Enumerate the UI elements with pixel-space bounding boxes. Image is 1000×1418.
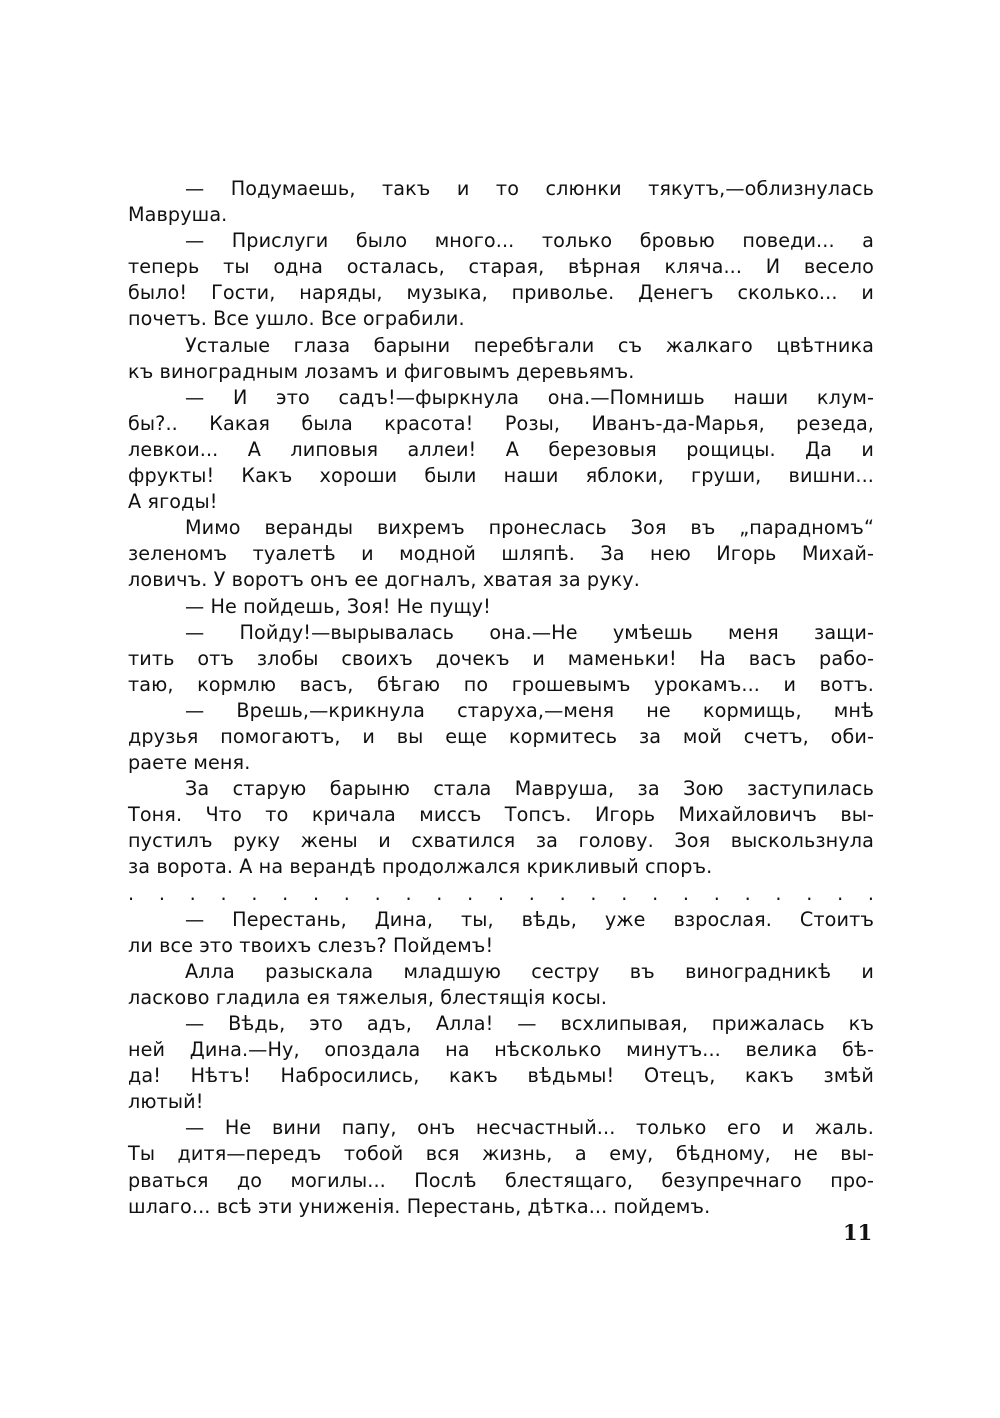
text-line: да! Нѣтъ! Набросились, какъ вѣдьмы! Отецъ, какъ змѣй (128, 1064, 874, 1088)
body-text (128, 176, 874, 1220)
text-line: къ виноградным лозамъ и фиговымъ деревьямъ. (128, 359, 635, 383)
text-line: — Прислуги было много... только бровью поведи... а (185, 229, 874, 253)
text-line: Алла разыскала младшую сестру въ виноградникѣ и (185, 959, 874, 983)
text-line: лютый! (128, 1090, 204, 1114)
text-line: теперь ты одна осталась, старая, вѣрная кляча... И весело (128, 255, 874, 279)
text-line: было! Гости, наряды, музыка, приволье. Денегъ сколько... и (128, 281, 874, 305)
text-line: за ворота. А на верандѣ продолжался крикливый споръ. (128, 855, 713, 879)
text-line: Ты дитя—передъ тобой вся жизнь, а ему, бѣдному, не вы- (128, 1142, 874, 1166)
text-line: Усталые глаза барыни перебѣгали съ жалкаго цвѣтника (185, 333, 874, 357)
text-line: фрукты! Какъ хороши были наши яблоки, груши, вишни... (128, 464, 874, 488)
page-number: 11 (843, 1220, 873, 1245)
text-line: Тоня. Что то кричала миссъ Топсъ. Игорь Михайловичъ вы- (128, 803, 874, 827)
text-line: — Не пойдешь, Зоя! Не пущу! (185, 594, 491, 618)
text-line: таю, кормлю васъ, бѣгаю по грошевымъ урокамъ... и вотъ. (128, 672, 874, 696)
text-line: — Пойду!—вырывалась она.—Не умѣешь меня защи- (185, 620, 874, 644)
text-line: Мавруша. (128, 203, 228, 227)
text-line: За старую барыню стала Мавруша, за Зою заступилась (185, 777, 874, 801)
text-line: — Врешь,—крикнула старуха,—меня не кормищь, мнѣ (185, 698, 874, 722)
text-line: левкои... А липовыя аллеи! А березовыя рощицы. Да и (128, 437, 874, 461)
text-line: почетъ. Все ушло. Все ограбили. (128, 307, 465, 331)
text-line: раете меня. (128, 751, 251, 775)
section-separator-dots: . . . . . . . . . . . . . . . . . . . . . . . . . (128, 881, 874, 905)
text-line: — И это садъ!—фыркнула она.—Помнишь наши клум- (185, 385, 874, 409)
text-line: зеленомъ туалетѣ и модной шляпѣ. За нею Игорь Михай- (128, 542, 874, 566)
text-line: — Подумаешь, такъ и то слюнки тякутъ,—облизнулась (185, 177, 874, 200)
text-line: ласково гладила ея тяжелыя, блестящія косы. (128, 985, 608, 1009)
text-line: рваться до могилы... Послѣ блестящаго, безупречнаго про- (128, 1168, 874, 1192)
text-line: ней Дина.—Ну, опоздала на нѣсколько минутъ... велика бѣ- (128, 1038, 874, 1062)
text-line: — Перестань, Дина, ты, вѣдь, уже взрослая. Стоитъ (185, 907, 874, 931)
text-line: Мимо веранды вихремъ пронеслась Зоя въ „парадномъ“ (185, 516, 874, 540)
text-line: шлаго... всѣ эти униженія. Перестань, дѣтка... пойдемъ. (128, 1194, 711, 1218)
text-line: А ягоды! (128, 490, 218, 514)
text-line: тить отъ злобы своихъ дочекъ и маменьки! На васъ рабо- (128, 646, 874, 670)
text-line: ловичъ. У воротъ онъ ее догналъ, хватая за руку. (128, 568, 640, 592)
text-line: ли все это твоихъ слезъ? Пойдемъ! (128, 933, 494, 957)
text-line: — Не вини папу, онъ несчастный... только его и жаль. (185, 1116, 874, 1140)
text-line: бы?.. Какая была красота! Розы, Иванъ-да-Марья, резеда, (128, 411, 874, 435)
text-line: — Вѣдь, это адъ, Алла! — всхлипывая, прижалась къ (185, 1012, 874, 1035)
text-line: пустилъ руку жены и схватился за голову. Зоя выскользнула (128, 829, 874, 853)
text-line: друзья помогаютъ, и вы еще кормитесь за мой счетъ, оби- (128, 724, 874, 748)
